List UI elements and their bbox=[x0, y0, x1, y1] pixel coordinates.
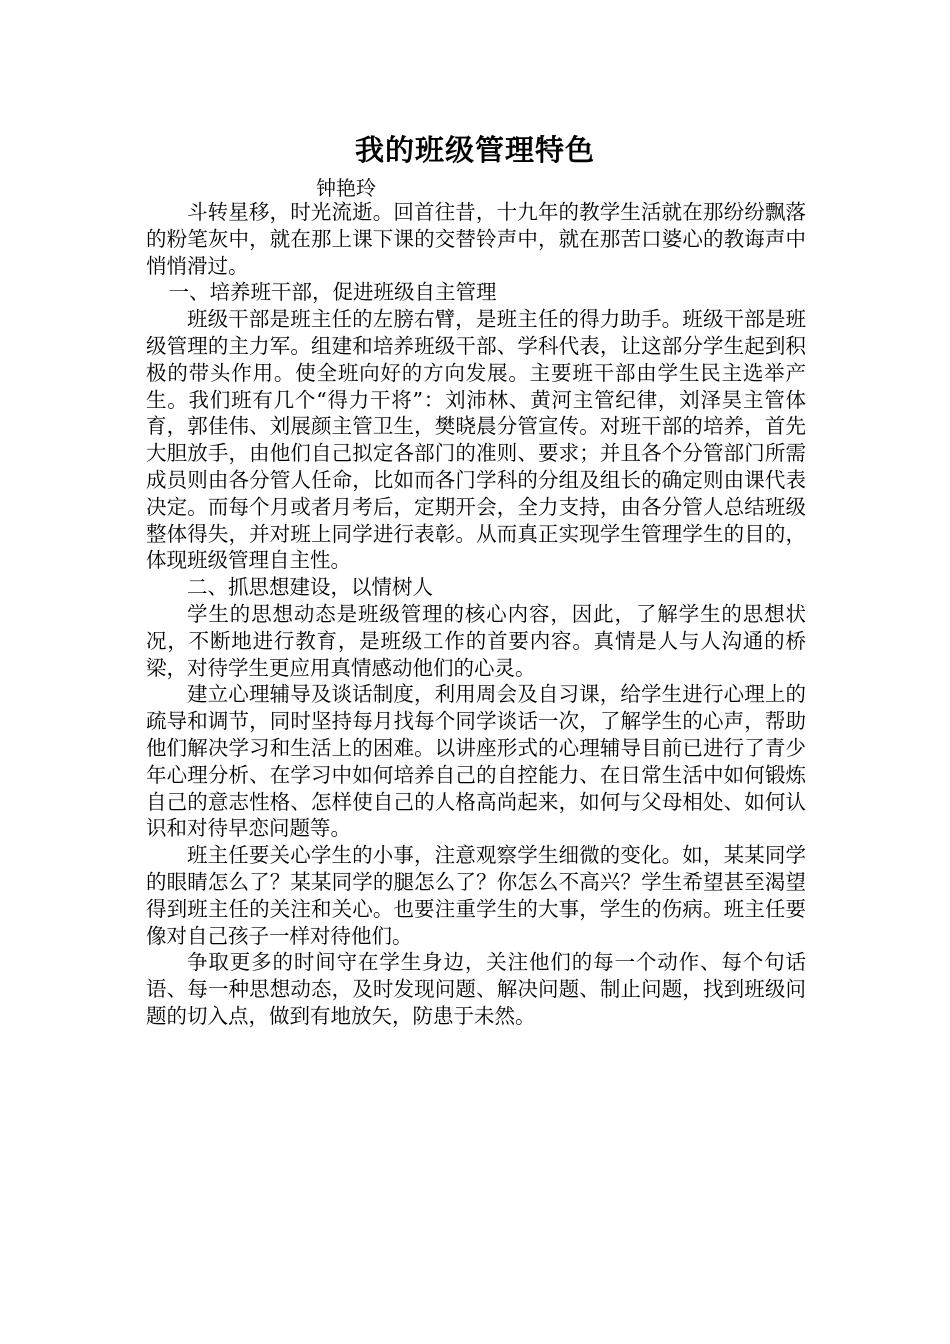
document-title: 我的班级管理特色 bbox=[354, 133, 595, 167]
paragraph-more-time: 争取更多的时间守在学生身边，关注他们的每一个动作、每个句话语、每一种思想动态，及时发现问题、解决问题、制止问题，找到班级问题的切入点，做到有地放矢，防患于未然。 bbox=[146, 950, 806, 1028]
paragraph-intro: 斗转星移，时光流逝。回首往昔，十九年的教学生活就在那纷纷飘落的粉笔灰中，就在那上课下课的交替铃声中，就在那苦口婆心的教诲声中悄悄滑过。 bbox=[146, 200, 806, 278]
paragraph-counseling: 建立心理辅导及谈话制度，利用周会及自习课，给学生进行心理上的疏导和调节，同时坚持每月找每个同学谈话一次，了解学生的心声，帮助他们解决学习和生活上的困难。以讲座形式的心理辅导目前已进行了青少年心理分析、在学习中如何培养自己的自控能力、在日常生活中如何锻炼自己的意志性格、怎样使自己的人格高尚起来，如何与父母相处、如何认识和对待早恋问题等。 bbox=[146, 682, 806, 841]
section-heading-1: 一、培养班干部，促进班级自主管理 bbox=[168, 280, 497, 305]
paragraph-thought-status: 学生的思想动态是班级管理的核心内容，因此，了解学生的思想状况，不断地进行教育，是班级工作的首要内容。真情是人与人沟通的桥梁，对待学生更应用真情感动他们的心灵。 bbox=[146, 601, 806, 680]
author-name: 钟艳玲 bbox=[316, 176, 376, 200]
document-body bbox=[146, 199, 806, 1030]
section-heading-2: 二、抓思想建设，以情树人 bbox=[187, 575, 433, 600]
paragraph-care-details: 班主任要关心学生的小事，注意观察学生细微的变化。如，某某同学的眼睛怎么了？某某同学的腿怎么了？你怎么不高兴？学生希望甚至渴望得到班主任的关注和关心。也要注重学生的大事，学生的伤病。班主任要像对自己孩子一样对待他们。 bbox=[146, 843, 806, 948]
paragraph-class-cadres: 班级干部是班主任的左膀右臂，是班主任的得力助手。班级干部是班级管理的主力军。组建和培养班级干部、学科代表，让这部分学生起到积极的带头作用。使全班向好的方向发展。主要班干部由学生民主选举产生。我们班有几个“得力干将”：刘沛林、黄河主管纪律，刘泽昊主管体育，郭佳伟、刘展颜主管卫生，樊晓晨分管宣传。对班干部的培养，首先大胆放手，由他们自己拟定各部门的准则、要求；并且各个分管部门所需成员则由各分管人任命，比如而各门学科的分组及组长的确定则由课代表决定。而每个月或者月考后，定期开会，全力支持，由各分管人总结班级整体得失，并对班上同学进行表彰。从而真正实现学生管理学生的目的，体现班级管理自主性。 bbox=[146, 307, 806, 573]
